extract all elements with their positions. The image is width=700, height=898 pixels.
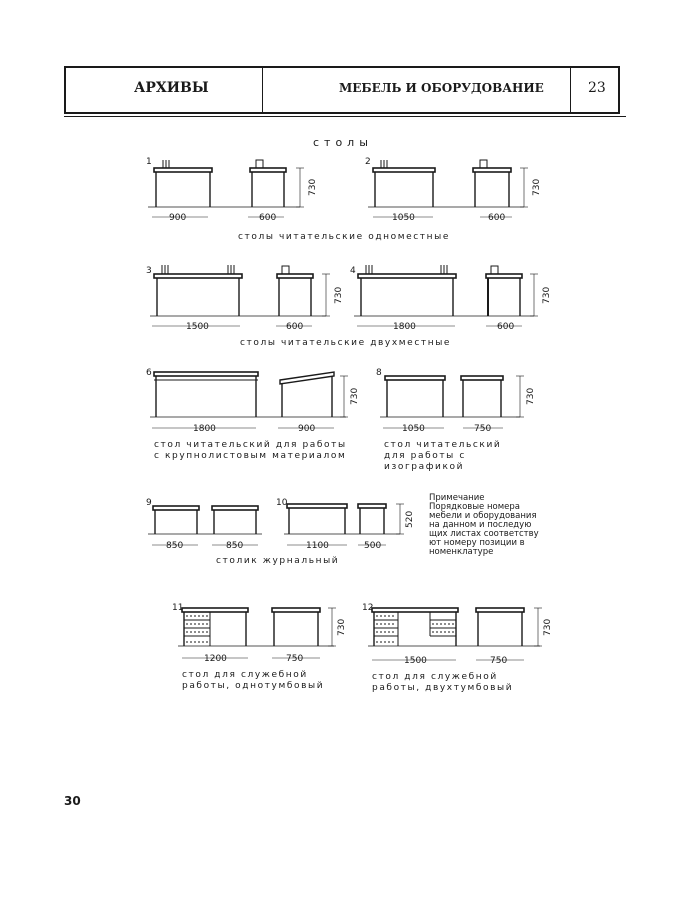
table-1-front-view: [154, 160, 212, 207]
dim-10-height: 520: [405, 510, 415, 528]
table-6-side-view: [280, 372, 334, 417]
caption-item-8-line-1: стол читательский: [384, 440, 502, 450]
dim-4-height: 730: [542, 286, 552, 304]
item-number-3: 3: [146, 266, 152, 276]
note-line-3: на данном и последую: [429, 520, 532, 530]
note-line-4: щих листах соответству: [429, 529, 539, 539]
caption-item-3: столы читательские двухместные: [240, 338, 452, 348]
item-number-1: 1: [146, 157, 152, 167]
table-1-side-view: [250, 160, 286, 207]
caption-item-8-line-3: изографикой: [384, 462, 465, 472]
dim-8-width: 1050: [402, 424, 425, 434]
table-3-side-view: [277, 266, 313, 316]
table-2-side-view: [473, 160, 511, 207]
dim-2-height: 730: [532, 178, 542, 196]
dim-1-height: 730: [308, 178, 318, 196]
dim-2-width: 1050: [392, 213, 415, 223]
header-section: АРХИВЫ: [134, 80, 209, 96]
dim-8-height: 730: [526, 387, 536, 405]
dim-12-depth: 750: [490, 656, 508, 666]
dim-6-width: 1800: [193, 424, 216, 434]
dim-1-depth: 600: [259, 213, 277, 223]
table-3-front-view: [154, 265, 242, 316]
note-line-5: ют номеру позиции в: [429, 538, 525, 548]
caption-item-1: столы читательские одноместные: [238, 232, 450, 242]
caption-item-8-line-2: для работы с: [384, 451, 466, 461]
dim-3-depth: 600: [286, 322, 304, 332]
dim-10-width: 1100: [306, 541, 329, 551]
dim-11-height: 730: [337, 618, 347, 636]
note-line-6: номенклатуре: [429, 547, 494, 557]
dim-12-width: 1500: [404, 656, 427, 666]
dim-6-depth: 900: [298, 424, 316, 434]
dim-6-height: 730: [350, 387, 360, 405]
table-4-side-view: [486, 266, 522, 316]
dim-9-width: 850: [166, 541, 184, 551]
item-number-8: 8: [376, 368, 382, 378]
dim-2-depth: 600: [488, 213, 506, 223]
table-12-front-view: [372, 608, 458, 646]
table-11-side-view: [272, 608, 320, 646]
table-8-side-view: [461, 376, 503, 417]
header-sheet-number: 23: [588, 80, 606, 96]
caption-item-6-line-2: с крупнолистовым материалом: [154, 451, 347, 461]
caption-item-6-line-1: стол читательский для работы: [154, 440, 347, 450]
note-heading: Примечание: [429, 493, 485, 503]
table-6-front-view: [154, 372, 258, 417]
table-9-side-view: [212, 506, 258, 534]
table-10-side-view: [358, 504, 386, 534]
item-number-9: 9: [146, 498, 152, 508]
dim-4-width: 1800: [393, 322, 416, 332]
table-9-front-view: [153, 506, 199, 534]
table-4-front-view: [358, 265, 456, 316]
caption-item-9: столик журнальный: [216, 556, 340, 566]
dim-11-depth: 750: [286, 654, 304, 664]
dim-11-width: 1200: [204, 654, 227, 664]
dim-9-depth: 850: [226, 541, 244, 551]
table-10-front-view: [287, 504, 347, 534]
dim-8-depth: 750: [474, 424, 492, 434]
caption-item-11-line-1: стол для служебной: [182, 670, 308, 680]
table-12-side-view: [476, 608, 524, 646]
drawing-title: столы: [313, 136, 373, 149]
table-2-front-view: [373, 160, 435, 207]
table-8-front-view: [385, 376, 445, 417]
item-number-4: 4: [350, 266, 356, 276]
dim-4-depth: 600: [497, 322, 515, 332]
item-number-2: 2: [365, 157, 371, 167]
dim-3-height: 730: [334, 286, 344, 304]
item-number-6: 6: [146, 368, 152, 378]
caption-item-12-line-2: работы, двухтумбовый: [372, 683, 514, 693]
header-topic: МЕБЕЛЬ И ОБОРУДОВАНИЕ: [339, 81, 544, 95]
item-number-10: 10: [276, 498, 288, 508]
item-number-11: 11: [172, 603, 184, 613]
note-line-1: Порядковые номера: [429, 502, 520, 512]
dim-1-width: 900: [169, 213, 187, 223]
table-11-front-view: [182, 608, 248, 646]
dim-10-depth: 500: [364, 541, 382, 551]
caption-item-12-line-1: стол для служебной: [372, 672, 498, 682]
note-line-2: мебели и оборудования: [429, 511, 537, 521]
caption-item-11-line-2: работы, однотумбовый: [182, 681, 325, 691]
page-number: 30: [64, 794, 81, 808]
dim-12-height: 730: [543, 618, 553, 636]
dim-3-width: 1500: [186, 322, 209, 332]
item-number-12: 12: [362, 603, 374, 613]
